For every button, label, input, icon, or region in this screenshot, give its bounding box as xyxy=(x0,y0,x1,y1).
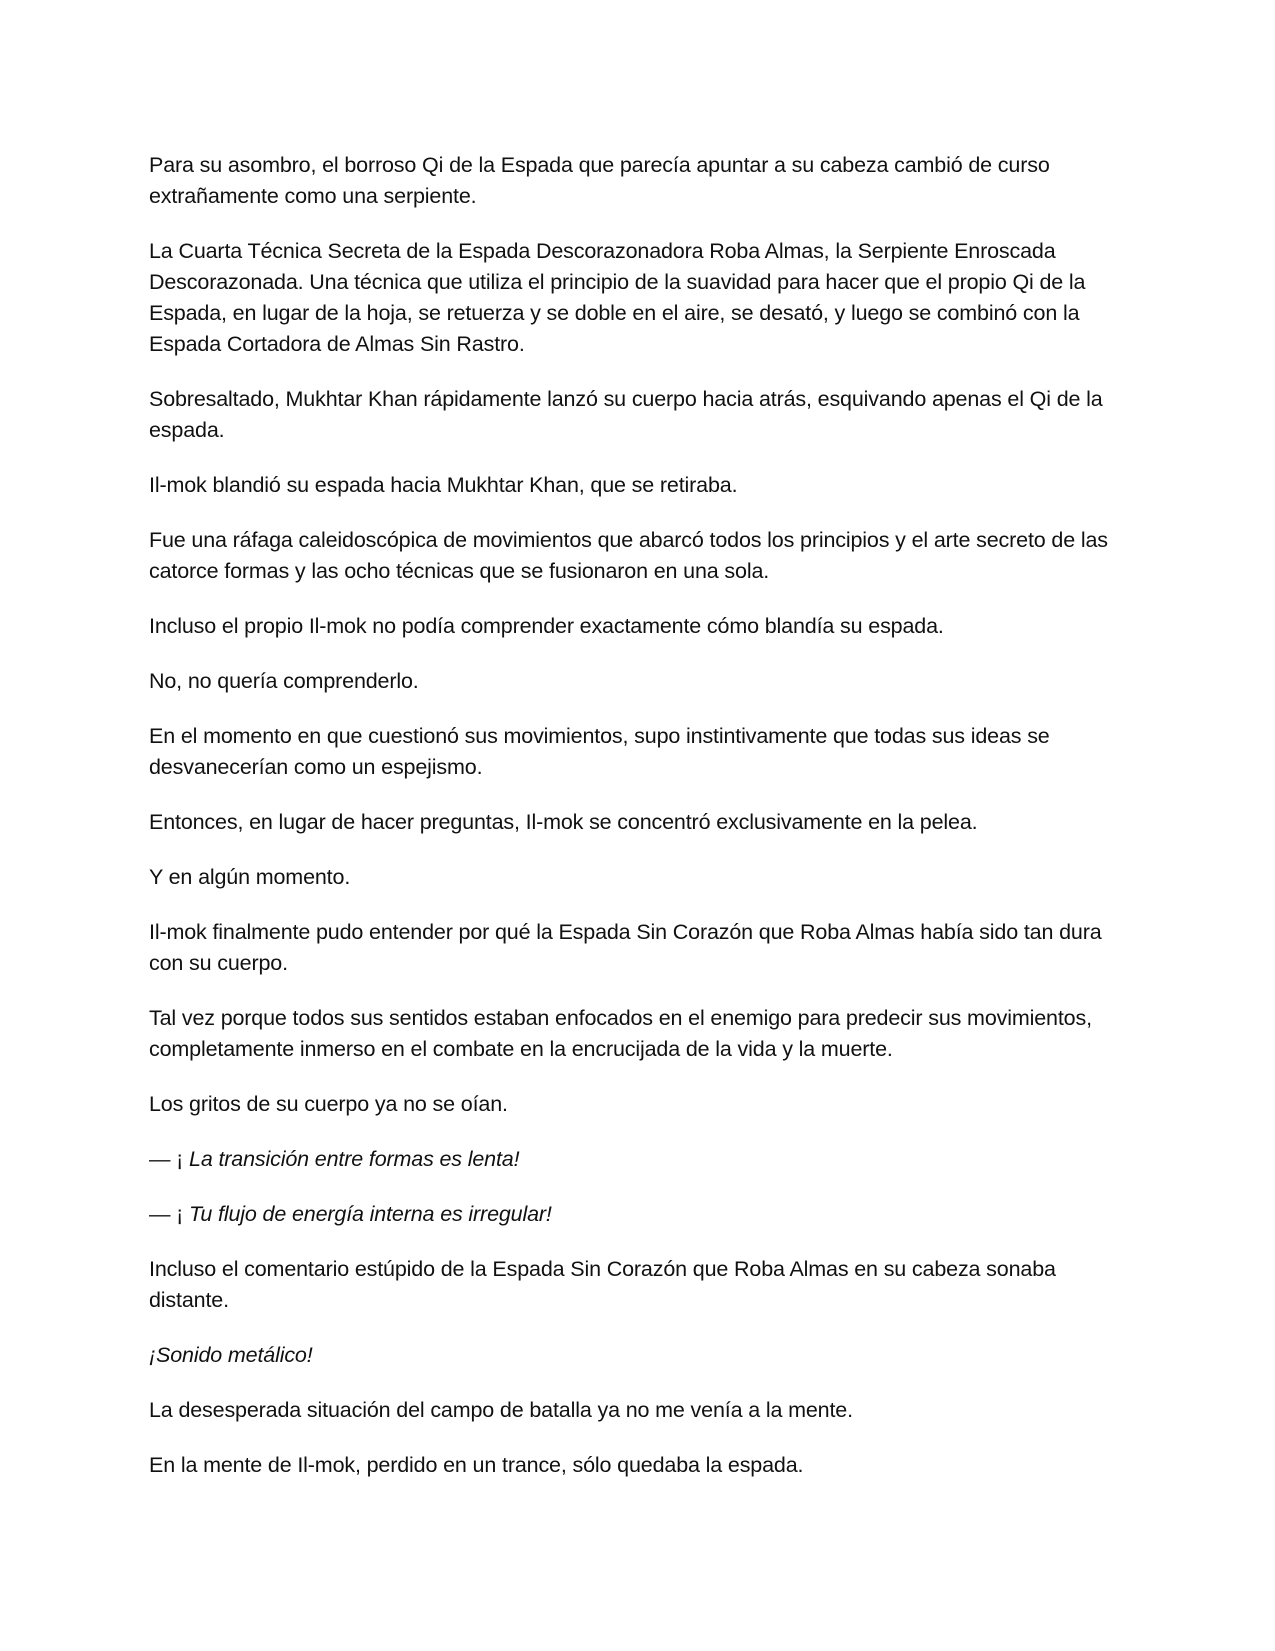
dialogue-prefix: — ¡ xyxy=(149,1202,190,1226)
document-body xyxy=(149,150,1129,1505)
dialogue-text: La transición entre formas es lenta! xyxy=(189,1147,520,1171)
dialogue-text: Tu flujo de energía interna es irregular! xyxy=(189,1202,552,1226)
dialogue-line-1 xyxy=(149,1144,1129,1175)
paragraph-11: Il-mok finalmente pudo entender por qué la Espada Sin Corazón que Roba Almas había sido tan dura con su cuerpo. xyxy=(149,920,1102,975)
dialogue-line-2 xyxy=(149,1199,1129,1230)
paragraph-12: Tal vez porque todos sus sentidos estaban enfocados en el enemigo para predecir sus movimientos, completamente inmerso en el combate en la encrucijada de la vida y la muerte. xyxy=(149,1006,1092,1061)
paragraph-1: Para su asombro, el borroso Qi de la Espada que parecía apuntar a su cabeza cambió de curso extrañamente como una serpiente. xyxy=(149,153,1050,208)
paragraph-3: Sobresaltado, Mukhtar Khan rápidamente lanzó su cuerpo hacia atrás, esquivando apenas el Qi de la espada. xyxy=(149,387,1103,442)
paragraph-10: Y en algún momento. xyxy=(149,865,351,889)
paragraph-9: Entonces, en lugar de hacer preguntas, Il-mok se concentró exclusivamente en la pelea. xyxy=(149,810,978,834)
paragraph-8: En el momento en que cuestionó sus movimientos, supo instintivamente que todas sus ideas se desvanecerían como un espejismo. xyxy=(149,724,1050,779)
sound-effect: ¡Sonido metálico! xyxy=(149,1343,313,1367)
dialogue-prefix: — ¡ xyxy=(149,1147,190,1171)
paragraph-after-dialogue: Incluso el comentario estúpido de la Espada Sin Corazón que Roba Almas en su cabeza sonaba distante. xyxy=(149,1257,1056,1312)
paragraph-7: No, no quería comprenderlo. xyxy=(149,669,419,693)
paragraph-5: Fue una ráfaga caleidoscópica de movimientos que abarcó todos los principios y el arte secreto de las catorce formas y las ocho técnicas que se fusionaron en una sola. xyxy=(149,528,1108,583)
closing-paragraph-1: La desesperada situación del campo de batalla ya no me venía a la mente. xyxy=(149,1398,853,1422)
paragraph-6: Incluso el propio Il-mok no podía comprender exactamente cómo blandía su espada. xyxy=(149,614,944,638)
closing-paragraph-2: En la mente de Il-mok, perdido en un trance, sólo quedaba la espada. xyxy=(149,1453,804,1477)
paragraph-2: La Cuarta Técnica Secreta de la Espada Descorazonadora Roba Almas, la Serpiente Enroscada Descorazonada. Una técnica que utiliza el principio de la suavidad para hacer que el propio Qi de la Espada, en lugar de la hoja, se retuerza y se doble en el aire, se desató, y luego se combinó con la Espada Cortadora de Almas Sin Rastro. xyxy=(149,239,1086,356)
paragraph-13: Los gritos de su cuerpo ya no se oían. xyxy=(149,1092,508,1116)
paragraph-4: Il-mok blandió su espada hacia Mukhtar Khan, que se retiraba. xyxy=(149,473,738,497)
